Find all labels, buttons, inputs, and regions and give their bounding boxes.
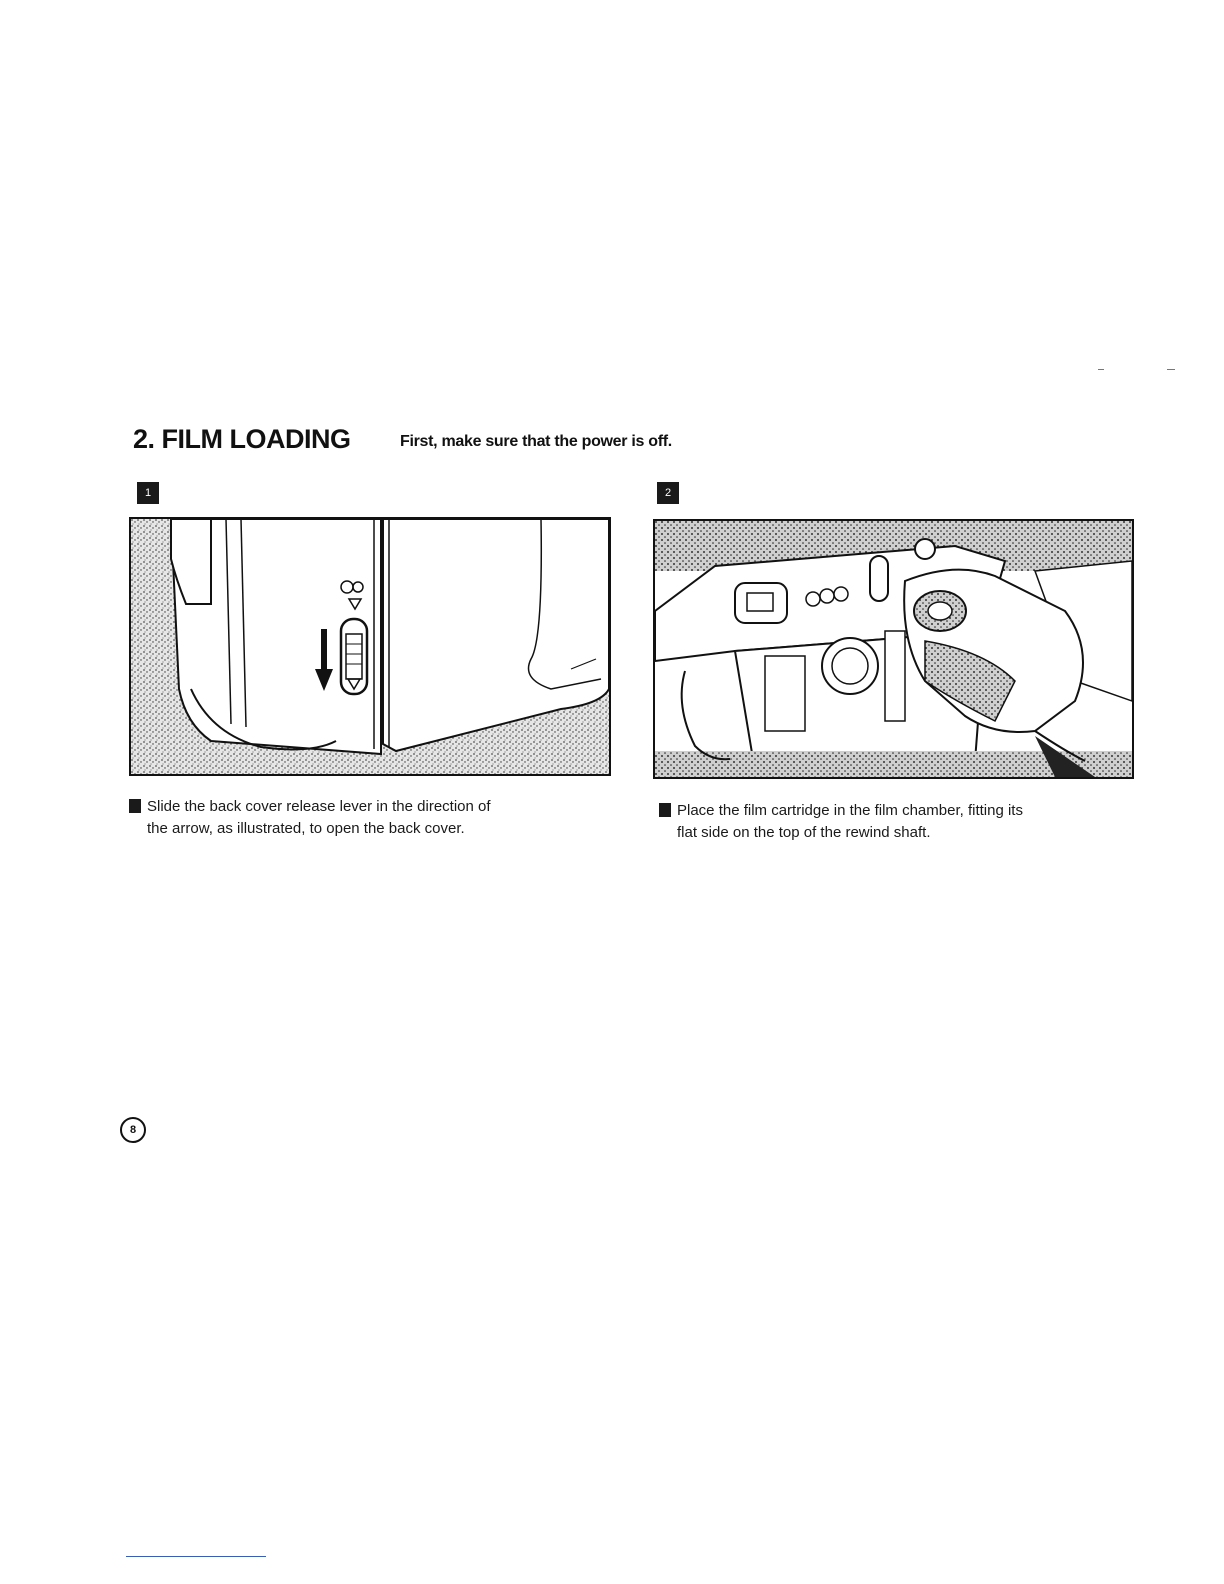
step-1-caption-line2: the arrow, as illustrated, to open the back cover. (147, 820, 465, 837)
step-1-badge: 1 (137, 482, 159, 504)
step-1-caption-line1: Slide the back cover release lever in the direction of (147, 798, 491, 815)
section-subtitle: First, make sure that the power is off. (400, 433, 672, 450)
step-1-caption (129, 796, 599, 840)
step-2-caption (659, 800, 1129, 844)
bullet-icon (129, 799, 141, 813)
footer-rule (126, 1556, 266, 1557)
figure-back-cover-release (129, 517, 611, 776)
step-2-caption-line2: flat side on the top of the rewind shaft. (677, 824, 931, 841)
bullet-icon (659, 803, 671, 817)
step-2-badge: 2 (657, 482, 679, 504)
step-2-caption-line1: Place the film cartridge in the film chamber, fitting its (677, 802, 1023, 819)
scan-speck (1098, 369, 1104, 370)
section-title: 2. FILM LOADING (133, 424, 351, 454)
scan-speck (1167, 369, 1175, 370)
figure-film-cartridge (653, 519, 1134, 779)
page-number: 8 (120, 1117, 146, 1143)
